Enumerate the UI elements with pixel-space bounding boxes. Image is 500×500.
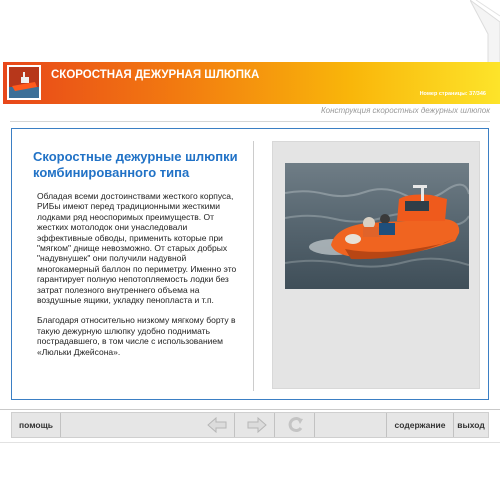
page-number: Номер страницы: 37/346 xyxy=(419,91,486,97)
toolbar-separator xyxy=(274,413,275,437)
page-curl-decoration xyxy=(470,0,500,70)
bottom-toolbar xyxy=(11,412,489,438)
content-frame xyxy=(11,128,489,400)
rescue-boat-icon xyxy=(7,65,41,100)
toolbar-separator xyxy=(314,413,315,437)
content-heading: Скоростные дежурные шлюпки комбинированного типа xyxy=(33,149,238,180)
page-title: СКОРОСТНАЯ ДЕЖУРНАЯ ШЛЮПКА xyxy=(51,69,260,81)
exit-button[interactable]: выход xyxy=(457,420,485,430)
header-banner xyxy=(3,62,500,104)
content-text xyxy=(37,191,242,367)
toolbar-separator xyxy=(60,413,61,437)
content-paragraph: Благодаря относительно низкому мягкому борту в такую дежурную шлюпку удобно поднимать пострадавшего, в том числе с использованием «Люльки Джейсона». xyxy=(37,315,236,357)
help-button[interactable]: помощь xyxy=(19,420,53,430)
arrow-right-icon[interactable] xyxy=(246,416,268,434)
column-divider xyxy=(253,141,254,391)
header-divider xyxy=(10,121,490,122)
toolbar-separator xyxy=(234,413,235,437)
photo-panel xyxy=(272,141,480,389)
toolbar-top-line xyxy=(0,409,500,410)
rescue-boat-photo xyxy=(285,163,469,289)
content-paragraph: Обладая всеми достоинствами жесткого корпуса, РИБы имеют перед традиционными жесткими лодками ряд неоспоримых преимуществ. От жестких мотолодок они унаследовали эффективные обводы, применить которые при "мягком" днище невозможно. От старых добрых "надувнушек" они получили надувной многокамерный баллон по периметру. Именно это гарантирует полную непотопляемость лодки без затрат полезного внутреннего объема на воздушные ящики, укладку пенопласта и т.п. xyxy=(37,191,237,306)
section-subtitle: Конструкция скоростных дежурных шлюпок xyxy=(320,106,490,115)
refresh-icon[interactable] xyxy=(285,416,307,434)
toolbar-bottom-line xyxy=(0,442,500,443)
contents-button[interactable]: содержание xyxy=(394,420,446,430)
arrow-left-icon[interactable] xyxy=(206,416,228,434)
